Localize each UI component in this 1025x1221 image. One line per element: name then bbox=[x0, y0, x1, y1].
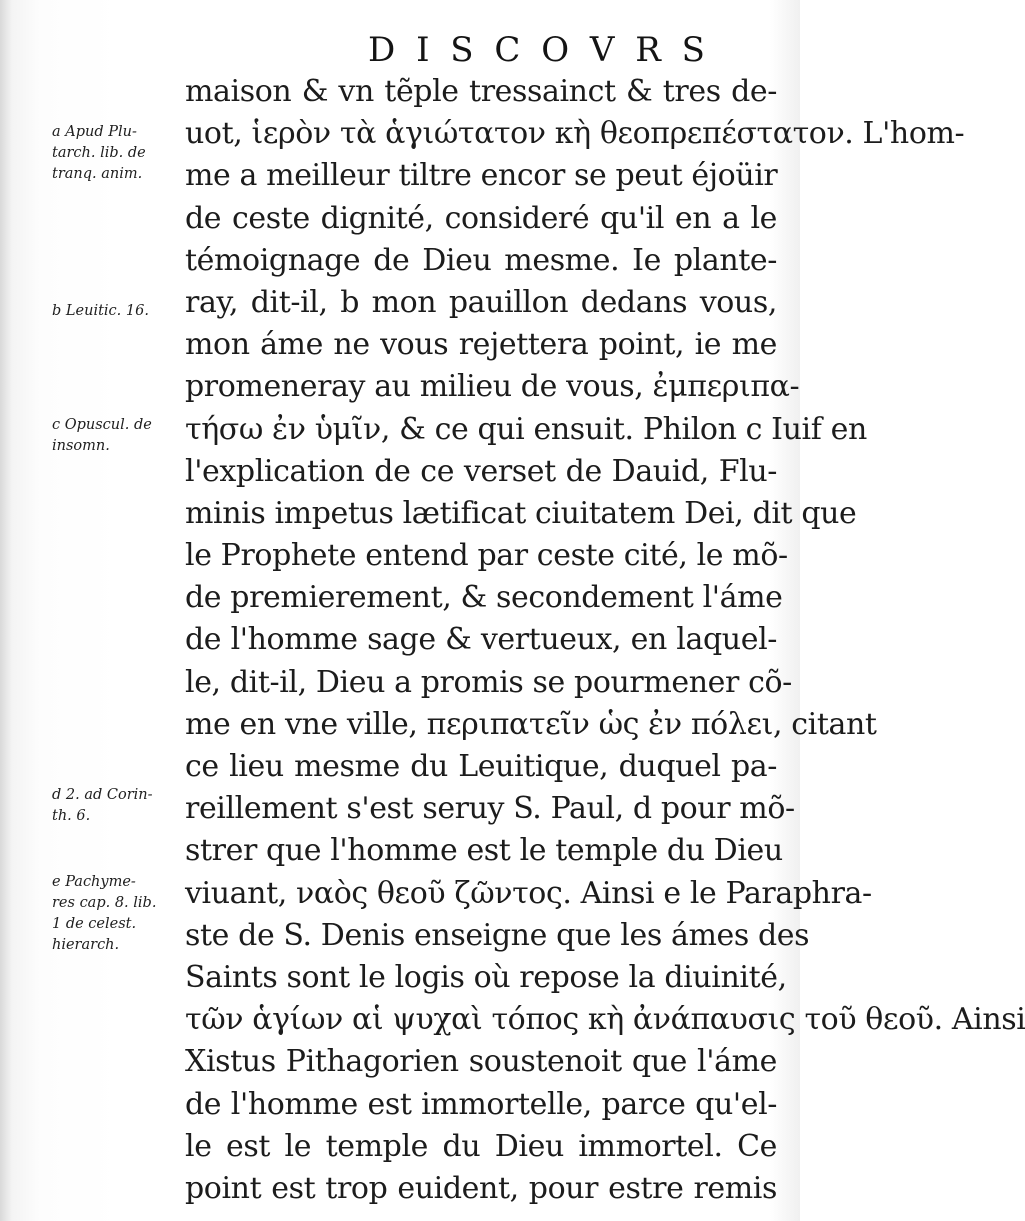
text-line: me en vne ville, περιπατεῖν ὡς ἐν πόλει, citant bbox=[185, 706, 877, 742]
text-line: le Prophete entend par ceste cité, le mõ- bbox=[185, 538, 788, 574]
text-line: de l'homme sage & vertueux, en laquel- bbox=[185, 622, 777, 658]
margin-note-e: e Pachyme- res cap. 8. lib. 1 de celest. hierarch. bbox=[52, 874, 157, 953]
margin-note-d: d 2. ad Corin- th. 6. bbox=[52, 787, 153, 824]
main-text-block bbox=[185, 71, 1025, 1210]
margin-notes bbox=[0, 0, 180, 1221]
text-line: l'explication de ce verset de Dauid, Flu- bbox=[185, 453, 777, 489]
text-line: le est le temple du Dieu immortel. Ce bbox=[185, 1128, 777, 1164]
running-header: D I S C O V R S bbox=[368, 30, 710, 70]
text-line: ste de S. Denis enseigne que les ámes des bbox=[185, 917, 810, 953]
text-line: τῶν ἁγίων αἱ ψυχαὶ τόπος κὴ ἀνάπαυσις τοῦ θεοῦ. Ainsi bbox=[185, 1002, 1025, 1038]
text-line: le, dit-il, Dieu a promis se pourmener cõ- bbox=[185, 664, 792, 700]
text-line: ray, dit-il, b mon pauillon dedans vous, bbox=[185, 284, 777, 320]
text-line: de premierement, & secondement l'áme bbox=[185, 580, 783, 616]
text-line: strer que l'homme est le temple du Dieu bbox=[185, 833, 783, 869]
text-line: uot, ἱερὸν τὰ ἁγιώτατον κὴ θεοπρεπέστατον. L'hom- bbox=[185, 116, 965, 152]
margin-note-c: c Opuscul. de insomn. bbox=[52, 417, 152, 454]
text-line: témoignage de Dieu mesme. Ie plante- bbox=[185, 242, 777, 278]
text-line: mon áme ne vous rejettera point, ie me bbox=[185, 327, 777, 363]
text-line: viuant, ναὸς θεοῦ ζῶντος. Ainsi e le Paraphra- bbox=[185, 875, 872, 911]
text-line: promeneray au milieu de vous, ἐμπεριπα- bbox=[185, 369, 800, 405]
text-line: maison & vn tẽple tressainct & tres de- bbox=[185, 74, 777, 109]
text-line: Xistus Pithagorien soustenoit que l'áme bbox=[185, 1044, 777, 1080]
margin-note-b: b Leuitic. 16. bbox=[52, 303, 149, 319]
text-line: point est trop euident, pour estre remis bbox=[185, 1170, 777, 1206]
text-line: minis impetus lætificat ciuitatem Dei, dit que bbox=[185, 495, 857, 531]
text-line: me a meilleur tiltre encor se peut éjoüir bbox=[185, 158, 778, 194]
text-line: Saints sont le logis où repose la diuinité, bbox=[185, 959, 787, 995]
text-line: ce lieu mesme du Leuitique, duquel pa- bbox=[185, 749, 777, 784]
text-line: de l'homme est immortelle, parce qu'el- bbox=[185, 1086, 777, 1122]
text-line: de ceste dignité, consideré qu'il en a le bbox=[185, 200, 777, 236]
text-line: τήσω ἐν ὑμῖν, & ce qui ensuit. Philon c Iuif en bbox=[185, 411, 867, 447]
text-line: reillement s'est seruy S. Paul, d pour mõ- bbox=[185, 791, 795, 827]
margin-note-a: a Apud Plu- tarch. lib. de tranq. anim. bbox=[52, 124, 146, 182]
